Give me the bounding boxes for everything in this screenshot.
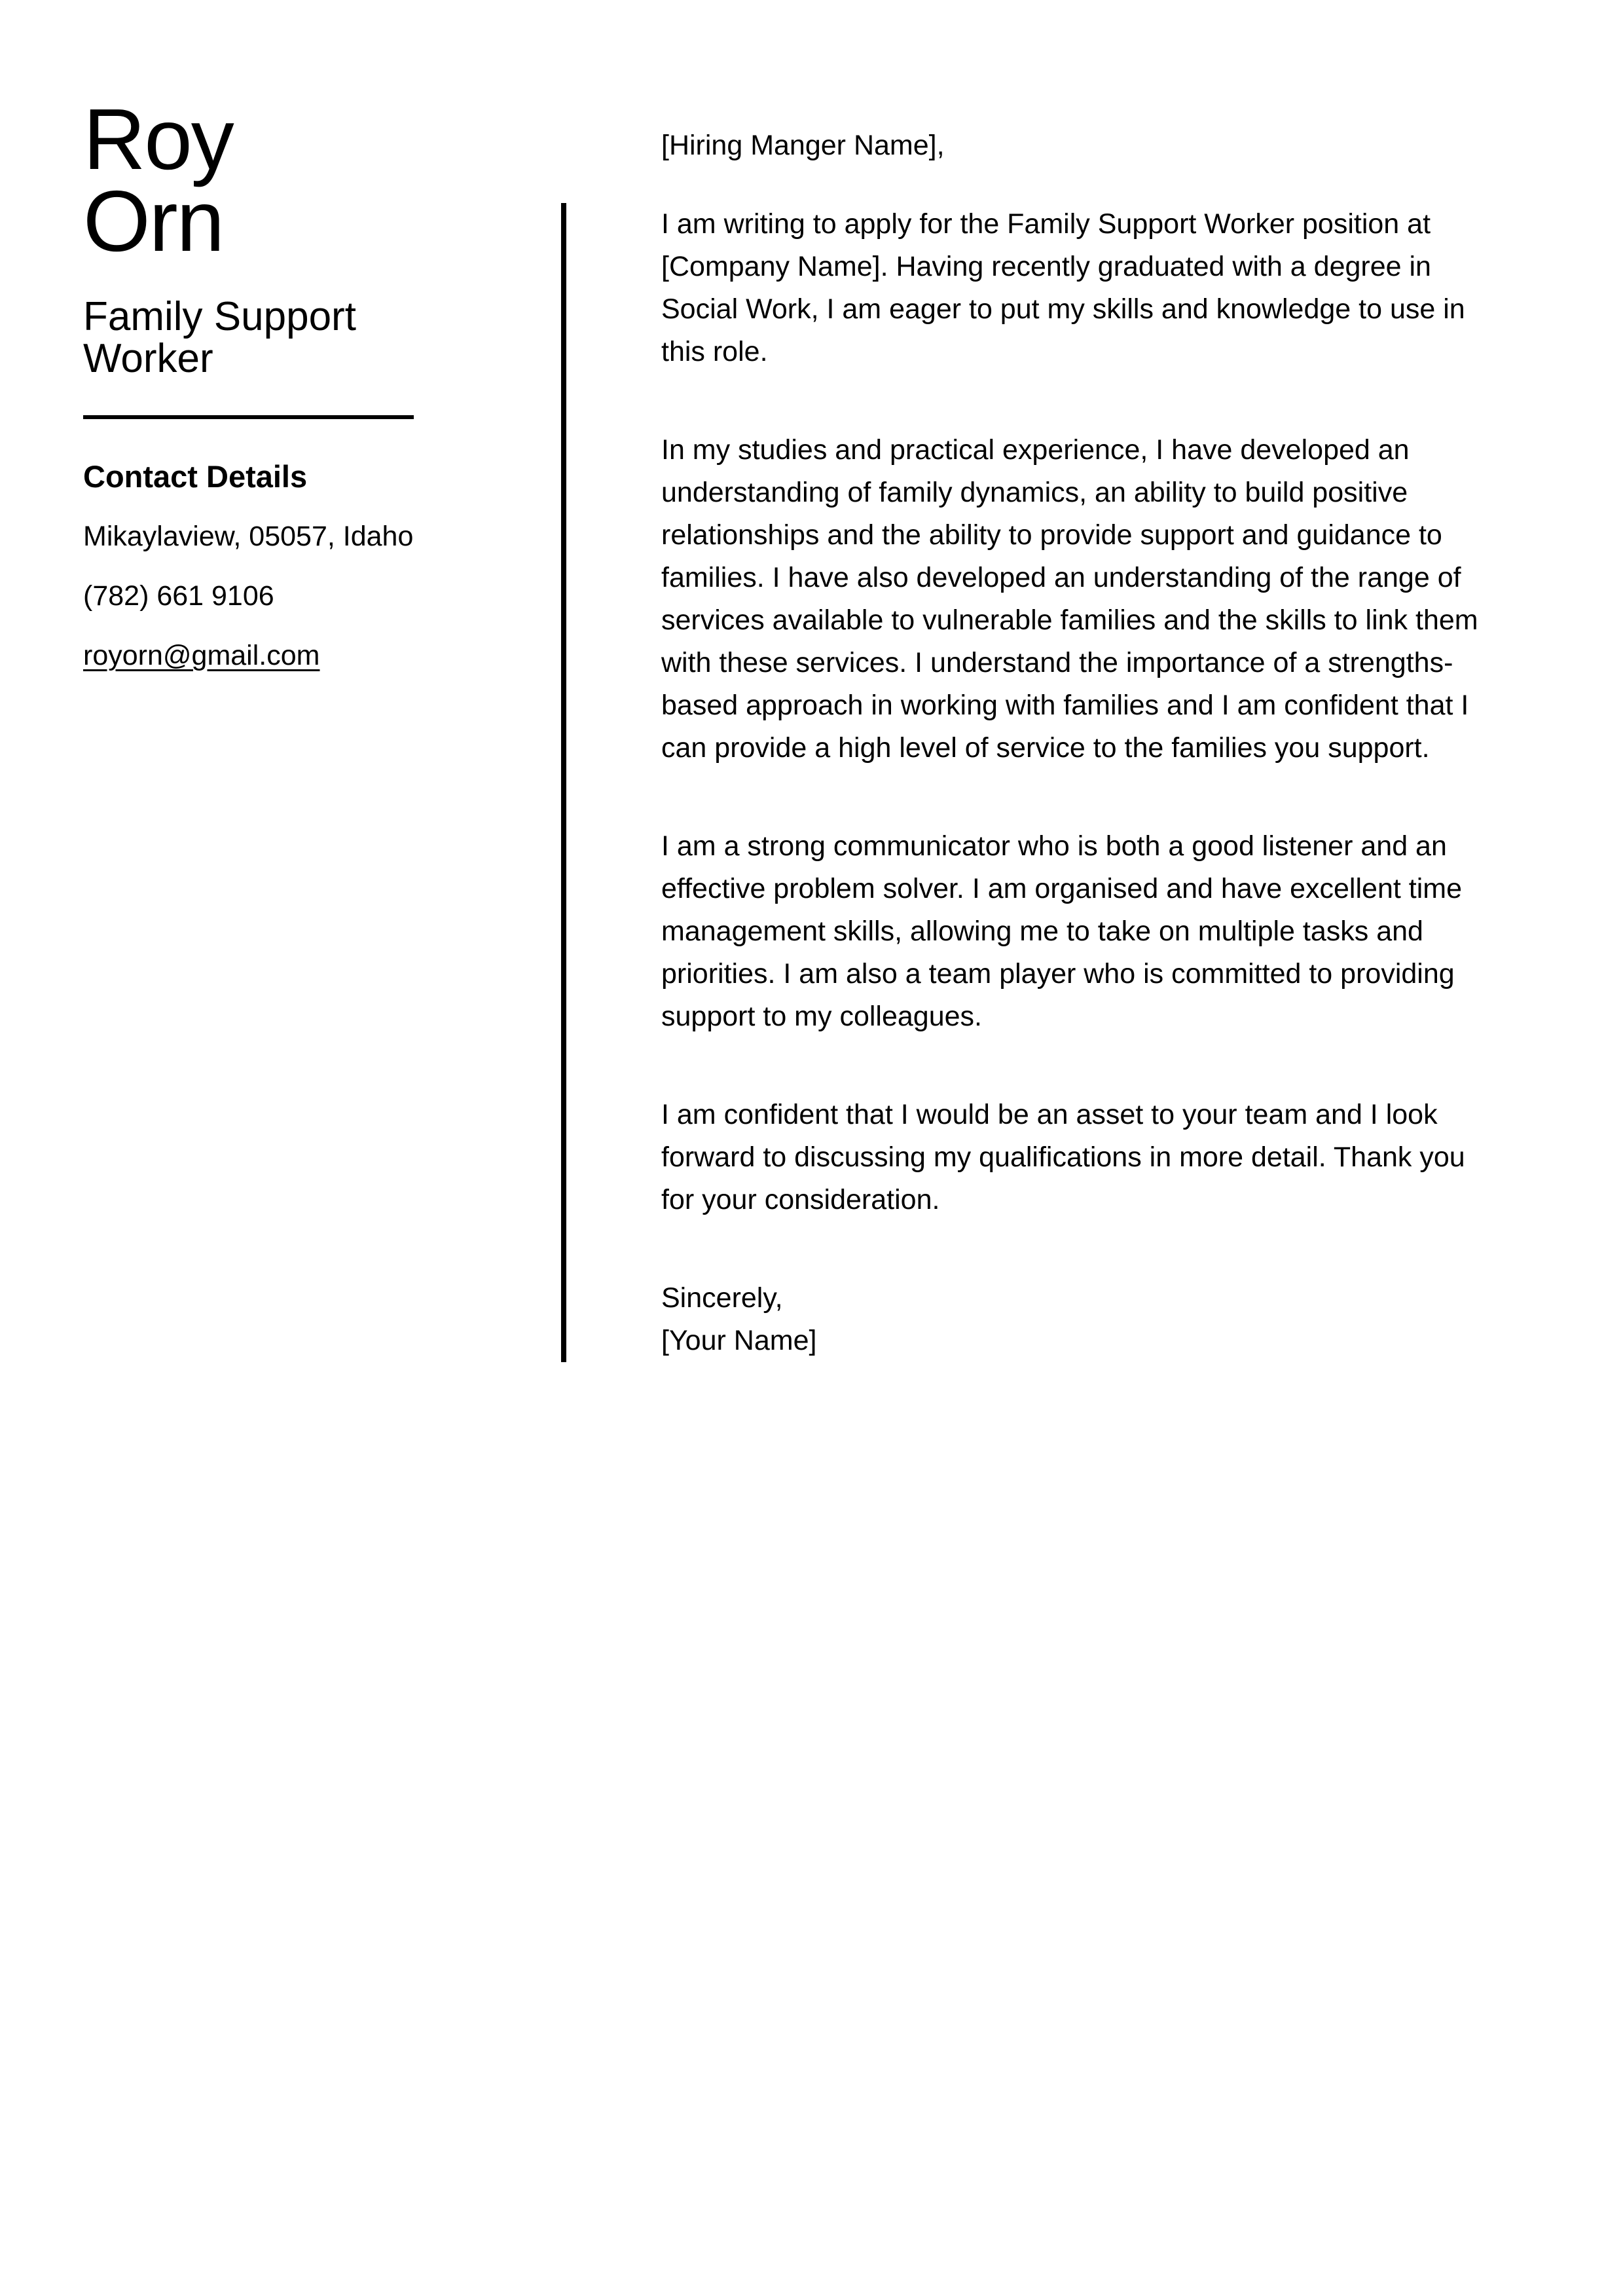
sidebar-divider bbox=[83, 415, 414, 419]
candidate-first-name: Roy bbox=[83, 91, 233, 187]
closing-signature: [Your Name] bbox=[661, 1325, 817, 1356]
email-link[interactable]: royorn@gmail.com bbox=[83, 640, 320, 671]
letter-body bbox=[561, 203, 1499, 1362]
closing-salutation: Sincerely, bbox=[661, 1282, 783, 1314]
letter-paragraph: I am confident that I would be an asset to your team and I look forward to discussing my qualifications in more detail. Thank you for your consideration. bbox=[661, 1099, 1465, 1215]
letter-greeting: [Hiring Manger Name], bbox=[661, 130, 945, 161]
candidate-last-name: Orn bbox=[83, 173, 224, 269]
contact-phone: (782) 661 9106 bbox=[83, 580, 274, 612]
sidebar bbox=[83, 91, 463, 674]
letter-paragraph: I am a strong communicator who is both a good listener and an effective problem solver. I am organised and have excellent time management skills, allowing me to take on multiple tasks and priorities. I am also a team player who is committed to providing support to my colleagues. bbox=[661, 830, 1462, 1032]
contact-email bbox=[83, 638, 463, 674]
letter-paragraph: In my studies and practical experience, I have developed an understanding of family dynamics, an ability to build positive relationships and the ability to provide support and guidance to families. I have also developed an understanding of the range of services available to vulnerable families and the skills to link them with these services. I understand the importance of a strengths-based approach in working with families and I am confident that I can provide a high level of service to the families you support. bbox=[661, 434, 1478, 764]
candidate-name bbox=[83, 91, 463, 269]
contact-details-heading: Contact Details bbox=[83, 459, 308, 494]
letter-paragraph: I am writing to apply for the Family Support Worker position at [Company Name]. Having recently graduated with a degree in Social Work, I am eager to put my skills and knowledge to use in this role. bbox=[661, 208, 1465, 367]
letter-column bbox=[561, 124, 1499, 1418]
letter-closing bbox=[661, 1277, 1499, 1362]
contact-address: Mikaylaview, 05057, Idaho bbox=[83, 521, 414, 552]
job-title: Family Support Worker bbox=[83, 294, 356, 381]
